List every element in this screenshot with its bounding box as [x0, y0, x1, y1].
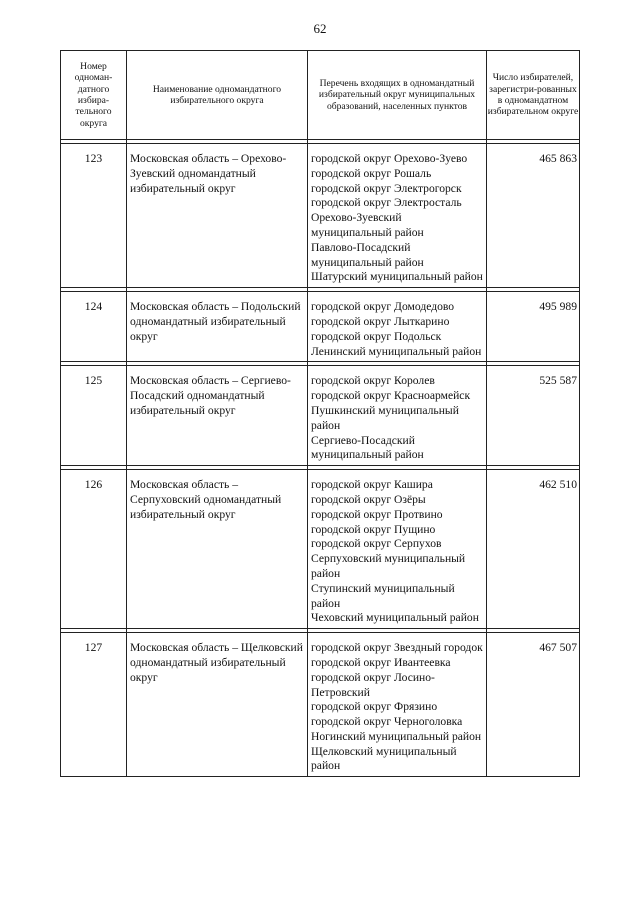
municipality-item: городской округ Подольск: [311, 329, 442, 343]
municipalities-list: [308, 292, 487, 362]
districts-table-wrap: [60, 50, 579, 777]
header-number: Номер одноман-датного избира-тельного округа: [61, 51, 127, 140]
municipality-item: городской округ Ивантеевка: [311, 655, 451, 669]
municipality-item: городской округ Орехово-Зуево: [311, 152, 468, 165]
page-number: 62: [313, 21, 327, 36]
municipality-item: городской округ Красноармейск: [311, 389, 471, 403]
district-number: 125: [61, 366, 127, 466]
district-name: Московская область – Сергиево-Посадский одномандатный избирательный округ: [127, 366, 308, 466]
municipality-item: Орехово-Зуевский муниципальный район: [311, 211, 424, 239]
municipalities-list: [308, 144, 487, 288]
municipality-item: городской округ Звездный городок: [311, 641, 483, 655]
municipality-item: городской округ Королев: [311, 374, 435, 388]
municipalities-list: [308, 470, 487, 629]
municipalities-list: [308, 633, 487, 777]
municipality-item: городской округ Черноголовка: [311, 715, 463, 729]
municipality-item: Шатурский муниципальный район: [311, 270, 483, 284]
district-name: Московская область – Подольский одномандатный избирательный округ: [127, 292, 308, 362]
district-number: 123: [61, 144, 127, 288]
header-list: Перечень входящих в одномандатный избирательный округ муниципальных образований, населенных пунктов: [308, 51, 487, 140]
municipality-item: Щелковский муниципальный район: [311, 744, 457, 773]
municipality-item: городской округ Электросталь: [311, 196, 462, 210]
table-row: [61, 144, 580, 288]
voters-count: 525 587: [487, 366, 580, 466]
table-header-row: [61, 51, 580, 140]
municipality-item: городской округ Фрязино: [311, 700, 438, 714]
municipality-item: Павлово-Посадский муниципальный район: [311, 240, 424, 269]
header-name: Наименование одномандатного избирательного округа: [127, 51, 308, 140]
table-row: [61, 470, 580, 629]
voters-count: 467 507: [487, 633, 580, 777]
municipality-item: городской округ Озёры: [311, 492, 426, 506]
table-row: [61, 366, 580, 466]
municipality-item: городской округ Лыткарино: [311, 314, 450, 328]
table-row: [61, 633, 580, 777]
municipality-item: Серпуховский муниципальный район: [311, 552, 466, 580]
municipality-item: городской округ Электрогорск: [311, 181, 462, 195]
municipality-item: городской округ Лосино-Петровский: [311, 670, 435, 699]
municipality-item: городской округ Рошаль: [311, 166, 432, 180]
municipality-item: Ногинский муниципальный район: [311, 729, 482, 743]
table-row: [61, 292, 580, 362]
district-name: Московская область – Орехово-Зуевский одномандатный избирательный округ: [127, 144, 308, 288]
municipality-item: Сергиево-Посадский муниципальный район: [311, 433, 424, 462]
municipality-item: городской округ Пущино: [311, 522, 436, 536]
district-number: 126: [61, 470, 127, 629]
municipality-item: Чеховский муниципальный район: [311, 611, 479, 625]
municipalities-list: [308, 366, 487, 466]
voters-count: 465 863: [487, 144, 580, 288]
municipality-item: городской округ Кашира: [311, 478, 433, 492]
municipality-item: городской округ Домодедово: [311, 300, 455, 314]
districts-table: [60, 50, 580, 777]
district-name: Московская область – Щелковский одномандатный избирательный округ: [127, 633, 308, 777]
municipality-item: Пушкинский муниципальный район: [311, 403, 459, 432]
district-name: Московская область – Серпуховский одномандатный избирательный округ: [127, 470, 308, 629]
voters-count: 495 989: [487, 292, 580, 362]
district-number: 124: [61, 292, 127, 362]
district-number: 127: [61, 633, 127, 777]
voters-count: 462 510: [487, 470, 580, 629]
municipality-item: городской округ Серпухов: [311, 537, 442, 551]
municipality-item: Ступинский муниципальный район: [311, 581, 455, 610]
table-body: [61, 140, 580, 777]
header-voters: Число избирателей, зарегистри-рованных в одномандатном избирательном округе: [487, 51, 580, 140]
municipality-item: Ленинский муниципальный район: [311, 344, 482, 358]
municipality-item: городской округ Протвино: [311, 507, 443, 521]
